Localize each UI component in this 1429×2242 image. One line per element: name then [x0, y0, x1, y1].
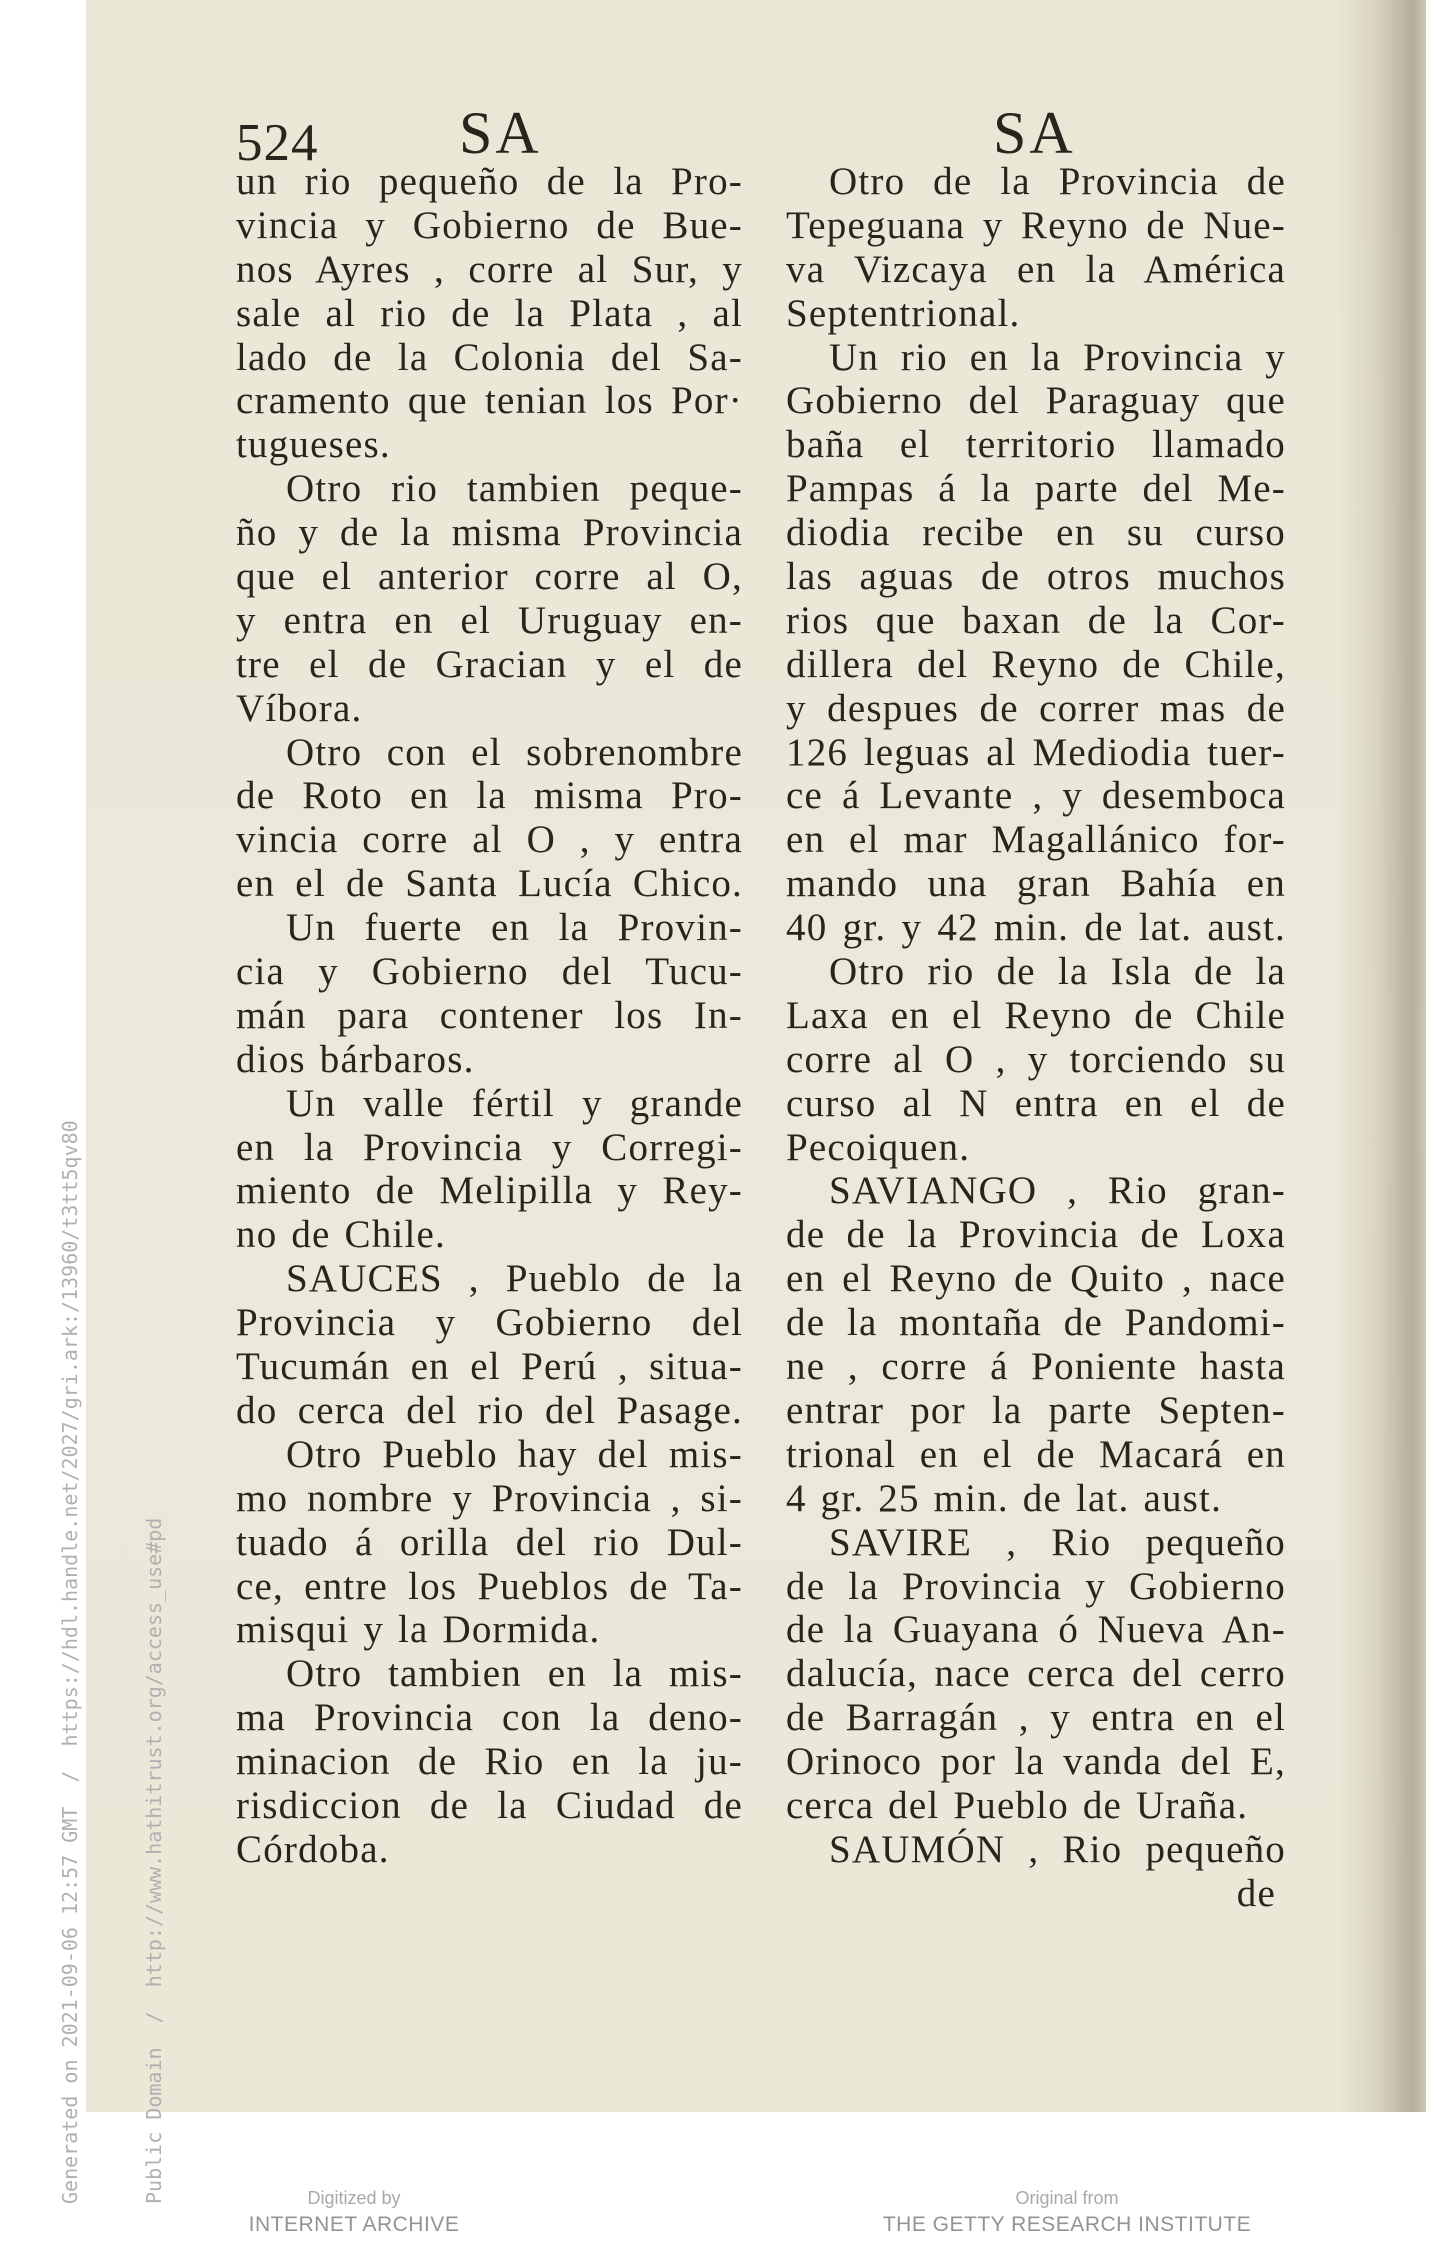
text-line: Otro con el sobrenombre — [286, 730, 743, 774]
text-line: Otro Pueblo hay del mis- — [286, 1432, 743, 1476]
text-line: Pecoiquen. — [786, 1125, 971, 1169]
text-line: Otro tambien en la mis- — [286, 1652, 743, 1696]
text-line: curso al N entra en el de — [786, 1081, 1286, 1125]
text-line: Septentrional. — [786, 291, 1021, 335]
text-line: Un valle fértil y grande — [286, 1081, 743, 1125]
running-head-right: SA — [993, 100, 1076, 166]
text-line: dillera del Reyno de Chile, — [786, 642, 1286, 686]
text-line: risdiccion de la Ciudad de — [236, 1783, 743, 1827]
catchword: de — [1236, 1871, 1276, 1915]
text-line: ma Provincia con la deno- — [236, 1696, 743, 1740]
text-line: y despues de correr mas de — [786, 686, 1286, 730]
text-line: Otro rio tambien peque- — [286, 467, 743, 511]
text-line: de la Guayana ó Nueva An- — [786, 1608, 1286, 1652]
text-line: un rio pequeño de la Pro- — [236, 160, 743, 203]
text-line: SAVIRE , Rio pequeño — [829, 1520, 1286, 1564]
text-line: entrar por la parte Septen- — [786, 1388, 1286, 1432]
text-line: SAVIANGO , Rio gran- — [829, 1169, 1286, 1213]
text-line: en la Provincia y Corregi- — [236, 1125, 743, 1169]
text-line: ce, entre los Pueblos de Ta- — [236, 1564, 743, 1608]
text-line: ño y de la misma Provincia — [236, 511, 743, 555]
text-line: de la montaña de Pandomi- — [786, 1301, 1286, 1345]
text-line: sale al rio de la Plata , al — [236, 291, 743, 335]
text-line: Un fuerte en la Provin- — [286, 906, 743, 950]
hathitrust-watermark — [0, 1120, 196, 2204]
text-line: va Vizcaya en la América — [786, 247, 1286, 291]
text-line: do cerca del rio del Pasage. — [236, 1388, 743, 1432]
watermark-generated-line: Generated on 2021-09-06 12:57 GMT / https://hdl.handle.net/2027/gri.ark:/13960/t3tt5qv80 — [58, 1120, 82, 2204]
text-line: misqui y la Dormida. — [236, 1608, 601, 1652]
text-line: en el de Santa Lucía Chico. — [236, 862, 743, 906]
text-line: ne , corre á Poniente hasta — [786, 1345, 1286, 1389]
text-line: minacion de Rio en la ju- — [236, 1740, 743, 1784]
text-line: tre el de Gracian y el de — [236, 642, 743, 686]
text-line: mando una gran Bahía en — [786, 862, 1286, 906]
text-line: Orinoco por la vanda del E, — [786, 1740, 1286, 1784]
text-line: 126 leguas al Mediodia tuer- — [786, 730, 1286, 774]
text-line: y entra en el Uruguay en- — [236, 598, 743, 642]
text-line: mo nombre y Provincia , si- — [236, 1476, 743, 1520]
digitized-by-source: INTERNET ARCHIVE — [248, 2213, 460, 2236]
text-line: Un rio en la Provincia y — [829, 335, 1286, 379]
watermark-rights-line: Public Domain / http://www.hathitrust.org/access_use#pd — [142, 1517, 166, 2204]
text-line: en el mar Magallánico for- — [786, 818, 1286, 862]
text-line: Tucumán en el Perú , situa- — [236, 1345, 743, 1389]
text-line: Otro de la Provincia de — [829, 160, 1286, 203]
text-line: lado de la Colonia del Sa- — [236, 335, 743, 379]
text-line: Gobierno del Paraguay que — [786, 379, 1286, 423]
text-line: dios bárbaros. — [236, 1037, 475, 1081]
right-text-column — [786, 160, 1286, 1916]
text-line: vincia y Gobierno de Bue- — [236, 203, 743, 247]
text-line: nos Ayres , corre al Sur, y — [236, 247, 743, 291]
running-head-left: SA — [459, 100, 542, 166]
text-line: cramento que tenian los Por· — [236, 379, 743, 423]
text-line: ce á Levante , y desemboca — [786, 774, 1286, 818]
text-line: Víbora. — [236, 686, 363, 730]
text-line: tuado á orilla del rio Dul- — [236, 1520, 743, 1564]
page-gutter-shadow — [1336, 0, 1426, 2112]
text-line: mán para contener los In- — [236, 993, 743, 1037]
text-line: cia y Gobierno del Tucu- — [236, 950, 743, 994]
text-line: no de Chile. — [236, 1213, 446, 1257]
text-line: rios que baxan de la Cor- — [786, 598, 1286, 642]
text-line: SAUMÓN , Rio pequeño — [829, 1827, 1286, 1871]
original-from-source: THE GETTY RESEARCH INSTITUTE — [882, 2213, 1252, 2236]
text-line: las aguas de otros muchos — [786, 555, 1286, 599]
left-text-column — [236, 160, 743, 1872]
page-number: 524 — [236, 114, 319, 172]
text-line: Otro rio de la Isla de la — [829, 950, 1286, 994]
text-line: SAUCES , Pueblo de la — [286, 1257, 743, 1301]
text-line: Córdoba. — [236, 1827, 390, 1871]
text-line: Tepeguana y Reyno de Nue- — [786, 203, 1286, 247]
text-line: dalucía, nace cerca del cerro — [786, 1652, 1286, 1696]
text-line: en el Reyno de Quito , nace — [786, 1257, 1286, 1301]
text-line: baña el territorio llamado — [786, 423, 1286, 467]
text-line: tugueses. — [236, 423, 391, 467]
text-line: Laxa en el Reyno de Chile — [786, 993, 1286, 1037]
text-line: de Roto en la misma Pro- — [236, 774, 743, 818]
original-from-label: Original from — [1015, 2188, 1119, 2208]
text-line: 4 gr. 25 min. de lat. aust. — [786, 1476, 1223, 1520]
text-line: de la Provincia y Gobierno — [786, 1564, 1286, 1608]
text-line: cerca del Pueblo de Uraña. — [786, 1783, 1249, 1827]
text-line: de Barragán , y entra en el — [786, 1696, 1286, 1740]
text-line: diodia recibe en su curso — [786, 511, 1286, 555]
text-line: Pampas á la parte del Me- — [786, 467, 1286, 511]
text-line: trional en el de Macará en — [786, 1432, 1286, 1476]
digitized-by-label: Digitized by — [307, 2188, 401, 2208]
text-line: corre al O , y torciendo su — [786, 1037, 1286, 1081]
text-line: que el anterior corre al O, — [236, 555, 743, 599]
text-line: 40 gr. y 42 min. de lat. aust. — [786, 906, 1286, 950]
text-line: Provincia y Gobierno del — [236, 1301, 743, 1345]
text-line: miento de Melipilla y Rey- — [236, 1169, 743, 1213]
text-line: vincia corre al O , y entra — [236, 818, 743, 862]
text-line: de de la Provincia de Loxa — [786, 1213, 1286, 1257]
